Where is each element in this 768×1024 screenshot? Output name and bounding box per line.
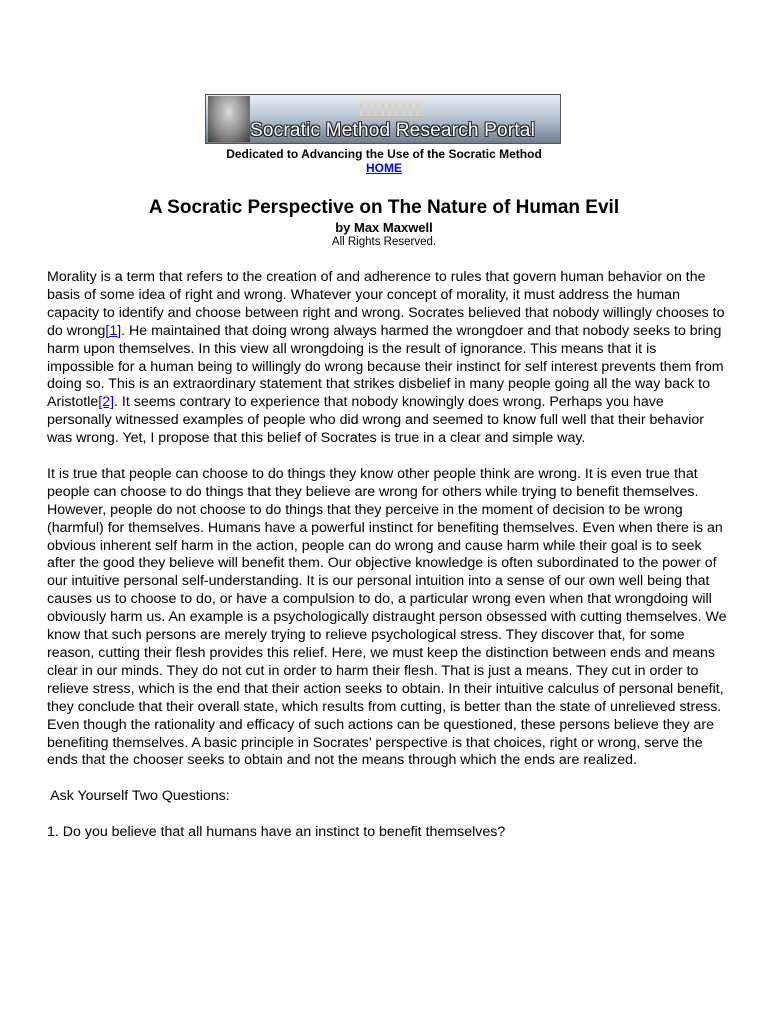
article-title: A Socratic Perspective on The Nature of Human Evil [148,197,620,218]
paragraph-2: It is true that people can choose to do things they know other people think are wrong. It is even true that people can choose to do things that they believe are wrong for others while trying to benefit themselves. However, people do not choose to do things that they perceive in the moment of decision to be wrong (harmful) for themselves. Humans have a powerful instinct for benefiting themselves. Even when there is an obvious inherent self harm in the action, people can do wrong and cause harm while their goal is to seek after the good they believe will benefit them. Our objective knowledge is often subordinated to the power of our intuitive personal self-understanding. It is our personal intuition into a sense of our own well being that causes us to choose to do, or have a compulsion to do, a particular wrong even when that wrongdoing will obviously harm us. An example is a psychologically distraught person obsessed with cutting themselves. We know that such persons are merely trying to relieve psychological stress. They discover that, for some reason, cutting their flesh provides this relief. Here, we must keep the distinction between ends and means clear in our minds. They do not cut in order to harm their flesh. That is just a means. They cut in order to relieve stress, which is the end that their action seeks to obtain. In their intuitive calculus of personal benefit, they conclude that their overall state, which results from cutting, is better than the state of unrelieved stress. Even though the rationality and efficacy of such actions can be questioned, these persons believe they are benefiting themselves. A basic principle in Socrates’ perspective is that choices, right or wrong, serve the ends that the chooser seeks to obtain and not the means through which the ends are realized. [47,465,727,769]
article-body [47,269,727,860]
paragraph-1 [47,269,727,448]
parthenon-icon [356,97,426,119]
site-tagline: Dedicated to Advancing the Use of the Socratic Method [226,147,542,161]
paragraph-1-part-c: . It seems contrary to experience that nobody knowingly does wrong. Perhaps you have personally witnessed examples of people who did wrong and seemed to know full well that their behavior was wrong. Yet, I propose that this belief of Socrates is true in a clear and simple way. [47,394,704,447]
home-link[interactable]: HOME [366,161,402,175]
banner-title: Socratic Method Research Portal [250,120,535,141]
portal-banner[interactable] [205,94,561,144]
footnote-link-1[interactable]: [1] [105,322,122,339]
copyright-notice: All Rights Reserved. [331,236,437,248]
question-1: 1. Do you believe that all humans have an instinct to benefit themselves? [47,824,506,841]
section-heading-questions: Ask Yourself Two Questions: [47,788,230,805]
paragraph-1-part-b: . He maintained that doing wrong always harmed the wrongdoer and that nobody seeks to bring harm upon themselves. In this view all wrongdoing is the result of ignorance. This means that it is impossible for a human being to willingly do wrong because their instinct for self interest prevents them from doing so. This is an extraordinary statement that strikes disbelief in many people going all the way back to Aristotle [47,322,724,411]
footnote-link-2[interactable]: [2] [98,394,115,411]
paragraph-1-part-a: Morality is a term that refers to the creation of and adherence to rules that govern human behavior on the basis of some idea of right and wrong. Whatever your concept of morality, it must address the human capacity to identify and choose between right and wrong. Socrates believed that nobody willingly chooses to do wrong [47,269,725,339]
socrates-bust-icon [208,96,250,142]
article-byline: by Max Maxwell [335,220,433,235]
